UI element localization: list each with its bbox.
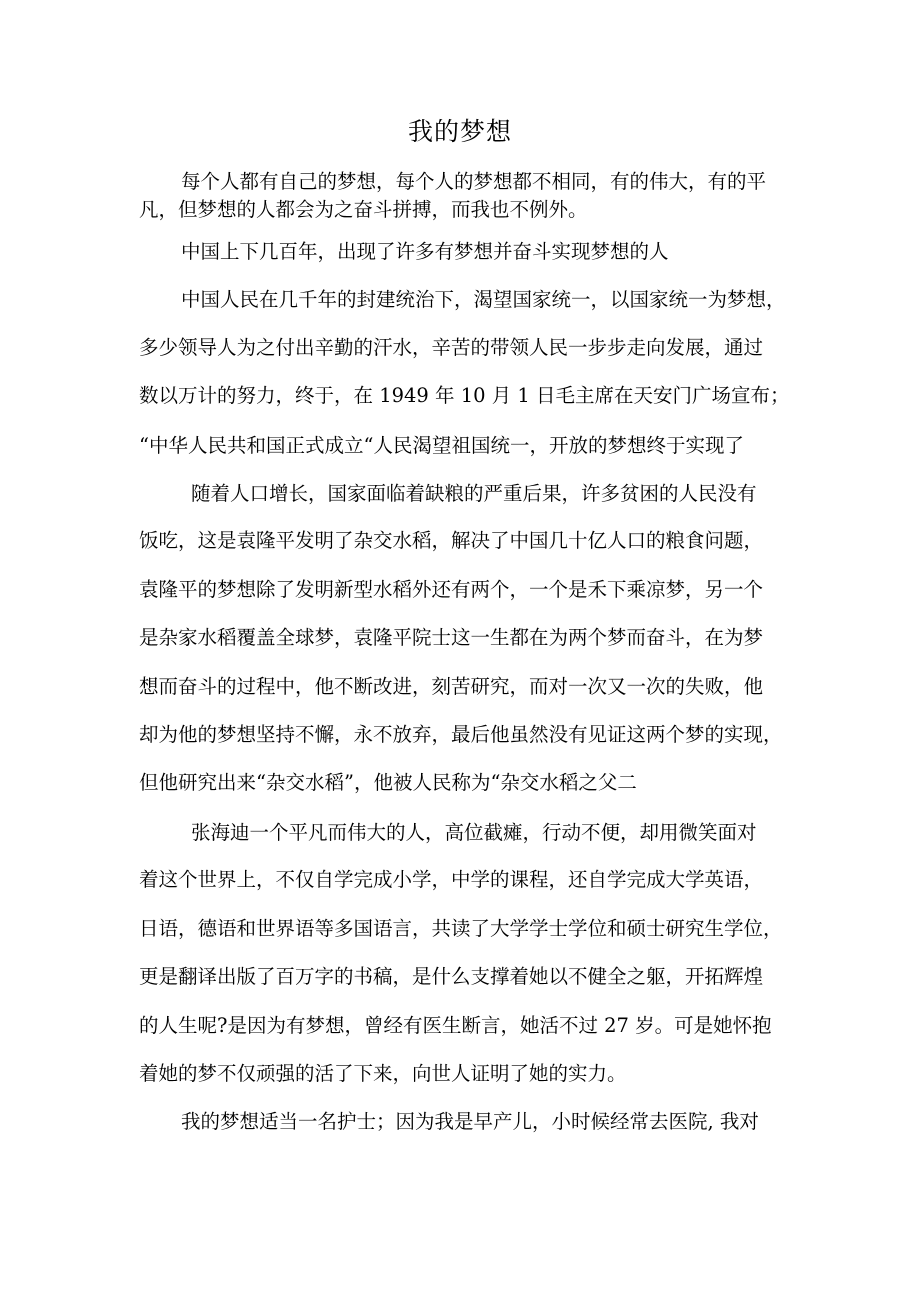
- paragraph-1-line-2: 凡，但梦想的人都会为之奋斗拼搏，而我也不例外。: [139, 198, 588, 221]
- page-title: 我的梦想: [407, 117, 512, 146]
- paragraph-4-line-1: 随着人口增长，国家面临着缺粮的严重后果，许多贫困的人民没有: [191, 482, 757, 505]
- paragraph-6-line-1: 我的梦想适当一名护士；因为我是早产儿，小时候经常去医院, 我对: [181, 1110, 759, 1133]
- paragraph-4-line-3: 袁隆平的梦想除了发明新型水稻外还有两个，一个是禾下乘凉梦，另一个: [139, 578, 764, 601]
- paragraph-3-line-3: 数以万计的努力，终于，在 1949 年 10 月 1 日毛主席在天安门广场宣布；: [139, 384, 790, 407]
- paragraph-5-line-3: 日语，德语和世界语等多国语言，共读了大学学士学位和硕士研究生学位，: [139, 917, 783, 940]
- paragraph-5-line-1: 张海迪一个平凡而伟大的人，高位截瘫，行动不便，却用微笑面对: [191, 821, 757, 844]
- paragraph-5-line-6: 着她的梦不仅顽强的活了下来，向世人证明了她的实力。: [139, 1062, 627, 1085]
- paragraph-4-line-4: 是杂家水稻覆盖全球梦，袁隆平院士这一生都在为两个梦而奋斗，在为梦: [139, 626, 764, 649]
- paragraph-3-line-4: “中华人民共和国正式成立“人民渴望祖国统一，开放的梦想终于实现了: [139, 434, 744, 457]
- paragraph-3-line-1: 中国人民在几千年的封建统治下，渴望国家统一，以国家统一为梦想，: [181, 288, 786, 311]
- paragraph-4-line-2: 饭吃，这是袁隆平发明了杂交水稻，解决了中国几十亿人口的粮食问题，: [139, 529, 764, 552]
- paragraph-4-line-7: 但他研究出来“杂交水稻”，他被人民称为“杂交水稻之父二: [139, 771, 637, 794]
- paragraph-1-line-1: 每个人都有自己的梦想，每个人的梦想都不相同，有的伟大，有的平: [181, 170, 767, 193]
- paragraph-3-line-2: 多少领导人为之付出辛勤的汗水，辛苦的带领人民一步步走向发展，通过: [139, 336, 764, 359]
- paragraph-5-line-2: 着这个世界上，不仅自学完成小学，中学的课程，还自学完成大学英语，: [139, 868, 764, 891]
- paragraph-4-line-6: 却为他的梦想坚持不懈，永不放弃，最后他虽然没有见证这两个梦的实现，: [139, 723, 783, 746]
- paragraph-5-line-5: 的人生呢?是因为有梦想，曾经有医生断言，她活不过 27 岁。可是她怀抱: [139, 1014, 772, 1037]
- paragraph-4-line-5: 想而奋斗的过程中，他不断改进，刻苦研究，而对一次又一次的失败，他: [139, 675, 764, 698]
- paragraph-5-line-4: 更是翻译出版了百万字的书稿，是什么支撑着她以不健全之躯，开拓辉煌: [139, 965, 764, 988]
- paragraph-2-line-1: 中国上下几百年，出现了许多有梦想并奋斗实现梦想的人: [181, 240, 669, 263]
